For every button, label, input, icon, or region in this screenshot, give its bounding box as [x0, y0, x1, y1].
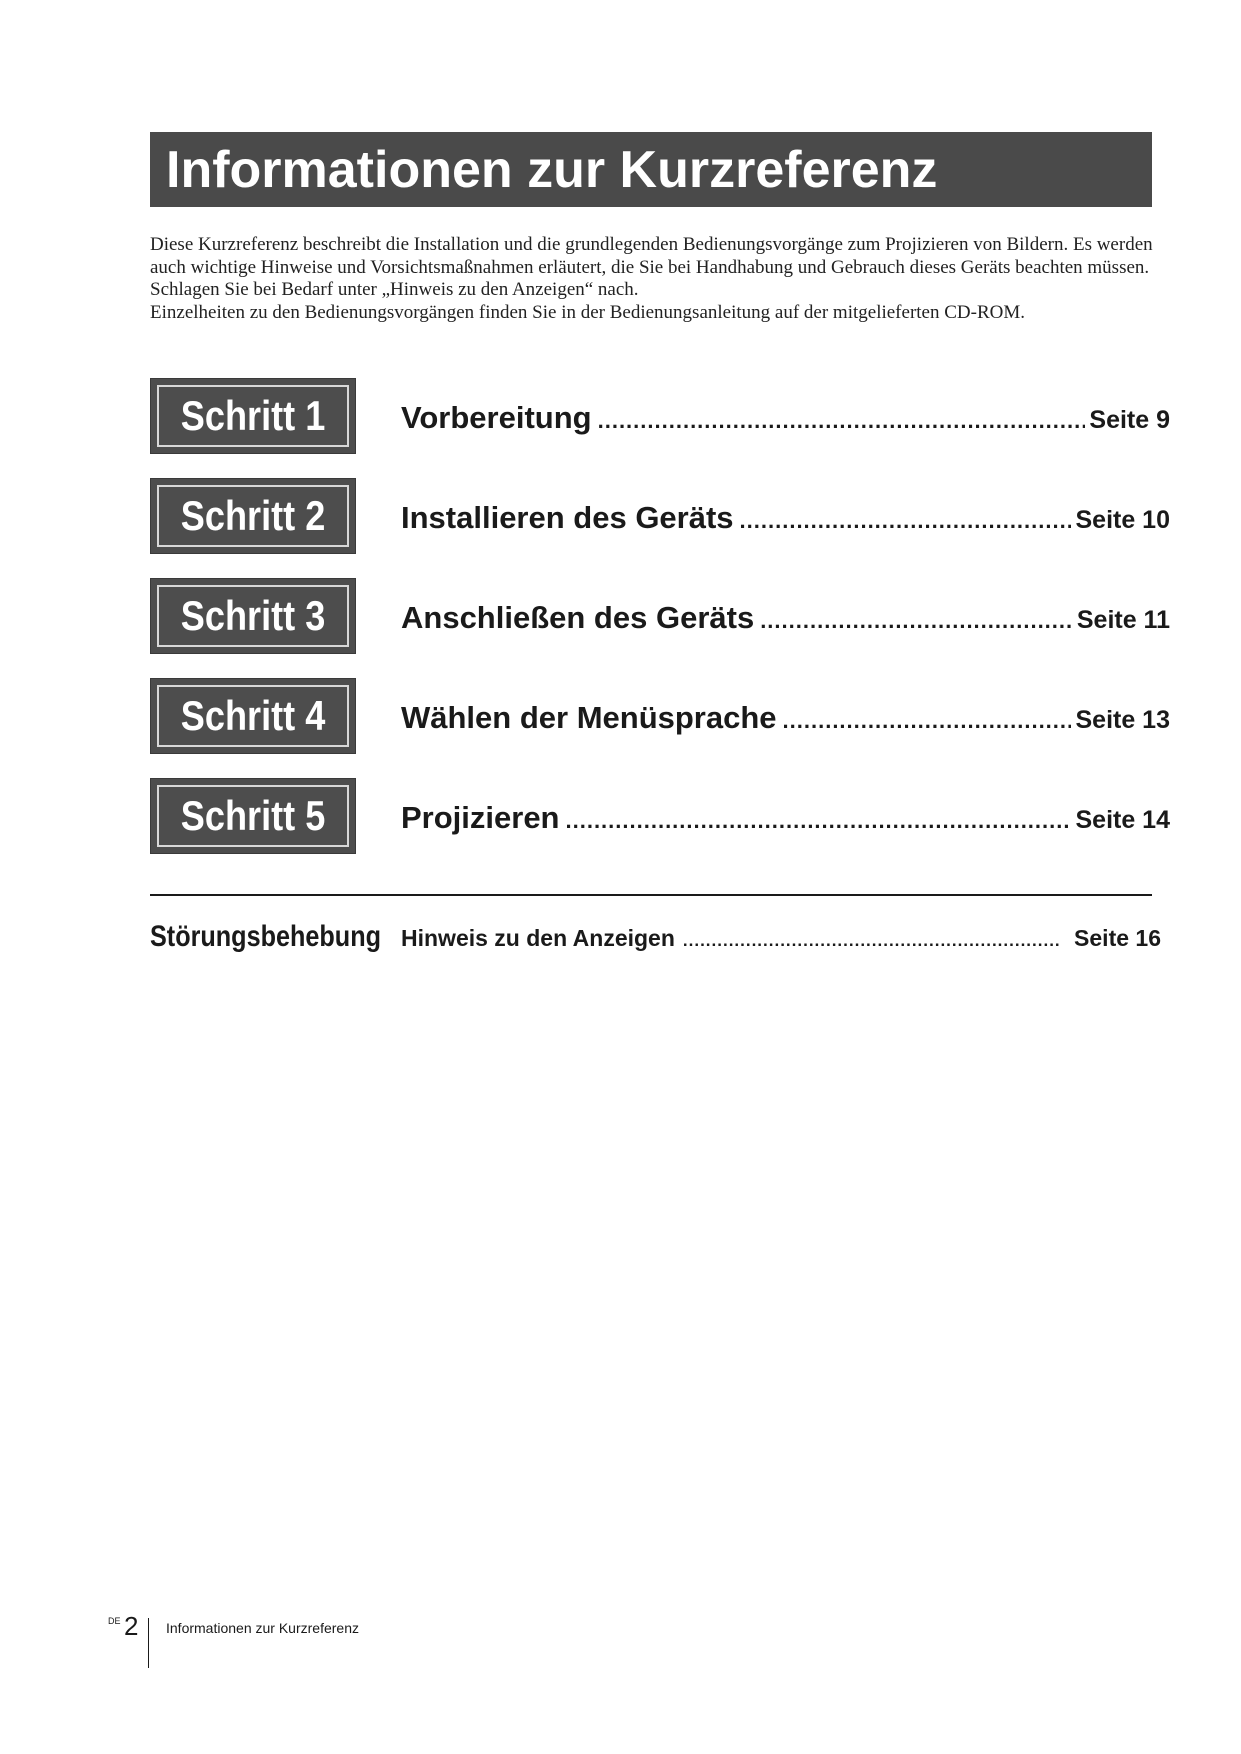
toc-entry-title: Projizieren: [401, 800, 560, 835]
step-badge-label: Schritt 4: [180, 692, 326, 739]
toc-entry[interactable]: [401, 698, 1170, 738]
step-badge: [150, 778, 356, 854]
step-badge: [150, 478, 356, 554]
running-title: Informationen zur Kurzreferenz: [166, 1620, 359, 1636]
intro-text: [150, 234, 1170, 324]
step-badge-frame: [157, 485, 349, 547]
step-badge: [150, 678, 356, 754]
toc-step-1[interactable]: [150, 378, 1170, 454]
toc-step-2[interactable]: [150, 478, 1170, 554]
toc-entry-title: Wählen der Menüsprache: [401, 700, 777, 735]
intro-paragraph: Diese Kurzreferenz beschreibt die Installation und die grundlegenden Bedienungsvorgänge zum Projizieren von Bildern. Es werden auch wichtige Hinweise und Vorsichtsmaßnahmen erläutert, die Sie bei Handhabung und Gebrauch dieses Geräts beachten müssen.: [150, 234, 1153, 278]
toc-entry-title: Anschließen des Geräts: [401, 600, 755, 635]
step-badge-frame: [157, 685, 349, 747]
toc-step-5[interactable]: [150, 778, 1170, 854]
intro-paragraph: Einzelheiten zu den Bedienungsvorgängen finden Sie in der Bedienungsanleitung auf der mitgelieferten CD-ROM.: [150, 301, 1025, 323]
step-badge: [150, 578, 356, 654]
toc-entry-page: Seite 13: [1075, 706, 1170, 734]
step-badge-label: Schritt 3: [180, 592, 326, 639]
language-code: DE: [108, 1616, 121, 1626]
page-footer: [108, 1612, 508, 1668]
toc-step-3[interactable]: [150, 578, 1170, 654]
step-badge-label: Schritt 1: [180, 392, 326, 439]
leader-dots: [760, 601, 1073, 638]
leader-dots: [740, 501, 1072, 538]
step-badge-label: Schritt 2: [180, 492, 326, 539]
toc-entry-title: Hinweis zu den Anzeigen: [401, 925, 675, 951]
step-badge-frame: [157, 385, 349, 447]
step-badge-frame: [157, 585, 349, 647]
page-title-bar: [150, 132, 1152, 207]
toc-entry-title: Vorbereitung: [401, 400, 592, 435]
toc-entry-page: Seite 11: [1076, 606, 1170, 634]
toc-entry-page: Seite 10: [1075, 506, 1170, 534]
toc-entry[interactable]: [401, 798, 1170, 838]
toc-entry[interactable]: [401, 598, 1170, 638]
leader-dots: [683, 925, 1060, 954]
leader-dots: [598, 401, 1086, 438]
toc-entry[interactable]: [401, 398, 1170, 438]
step-badge: [150, 378, 356, 454]
troubleshooting-heading: Störungsbehebung: [150, 920, 381, 953]
toc-entry-title: Installieren des Geräts: [401, 500, 734, 535]
page-number: 2: [124, 1611, 139, 1641]
step-badge-label: Schritt 5: [180, 792, 326, 839]
step-badge-frame: [157, 785, 349, 847]
toc-entry-page: Seite 16: [1074, 925, 1161, 951]
toc-entry-page: Seite 14: [1075, 806, 1170, 834]
section-divider: [150, 894, 1152, 896]
leader-dots: [566, 801, 1072, 838]
intro-paragraph: Schlagen Sie bei Bedarf unter „Hinweis zu den Anzeigen“ nach.: [150, 279, 639, 300]
leader-dots: [783, 701, 1072, 738]
toc-entry[interactable]: [401, 498, 1170, 538]
toc-step-4[interactable]: [150, 678, 1170, 754]
toc-entry-page: Seite 9: [1089, 406, 1170, 434]
page-title: Informationen zur Kurzreferenz: [166, 141, 938, 199]
toc-entry-troubleshooting[interactable]: [401, 922, 1161, 954]
footer-separator: [148, 1618, 149, 1668]
